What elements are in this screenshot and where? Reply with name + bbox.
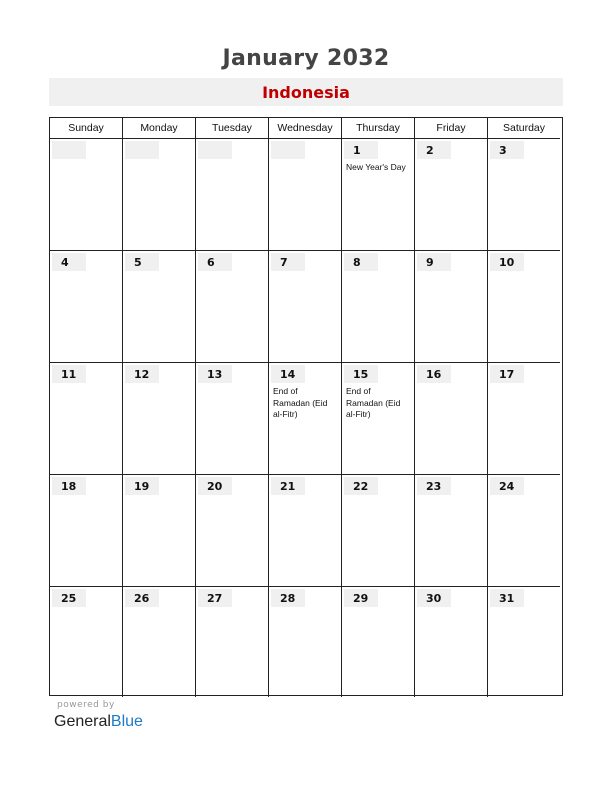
day-cell[interactable]	[50, 587, 123, 697]
day-number: 10	[490, 253, 524, 271]
day-cell[interactable]	[269, 139, 342, 251]
weekday-header: Friday	[415, 118, 488, 139]
day-cell[interactable]	[269, 363, 342, 475]
page-title: January 2032	[222, 46, 390, 71]
weekday-header: Saturday	[488, 118, 560, 139]
day-cell[interactable]	[196, 139, 269, 251]
day-cell[interactable]	[415, 251, 488, 363]
day-cell[interactable]	[415, 363, 488, 475]
day-cell[interactable]	[196, 363, 269, 475]
day-number: 30	[417, 589, 451, 607]
day-number: 29	[344, 589, 378, 607]
holiday-label: End of Ramadan (Eid al-Fitr)	[346, 386, 401, 419]
weekday-header: Wednesday	[269, 118, 342, 139]
day-number: 22	[344, 477, 378, 495]
holiday-label: End of Ramadan (Eid al-Fitr)	[273, 386, 328, 419]
day-cell[interactable]	[123, 587, 196, 697]
holiday-label: New Year's Day	[346, 162, 406, 172]
day-cell[interactable]	[123, 139, 196, 251]
day-number	[52, 141, 86, 159]
day-number: 31	[490, 589, 524, 607]
day-number: 8	[344, 253, 378, 271]
day-number: 2	[417, 141, 451, 159]
day-cell[interactable]	[50, 363, 123, 475]
day-cell[interactable]	[415, 139, 488, 251]
day-cell[interactable]	[488, 587, 560, 697]
day-cell[interactable]	[342, 587, 415, 697]
day-number: 4	[52, 253, 86, 271]
day-number	[125, 141, 159, 159]
day-number: 19	[125, 477, 159, 495]
day-cell[interactable]	[196, 587, 269, 697]
weekday-header: Tuesday	[196, 118, 269, 139]
day-cell[interactable]	[196, 475, 269, 587]
day-cell[interactable]	[123, 475, 196, 587]
weekday-header: Monday	[123, 118, 196, 139]
day-cell[interactable]	[269, 475, 342, 587]
calendar-grid	[49, 117, 563, 696]
day-number: 20	[198, 477, 232, 495]
day-cell[interactable]	[50, 475, 123, 587]
day-number: 6	[198, 253, 232, 271]
day-cell[interactable]	[488, 251, 560, 363]
day-number: 26	[125, 589, 159, 607]
day-number: 14	[271, 365, 305, 383]
day-cell[interactable]	[342, 251, 415, 363]
day-cell[interactable]	[269, 251, 342, 363]
day-number: 13	[198, 365, 232, 383]
day-number	[198, 141, 232, 159]
day-cell[interactable]	[342, 475, 415, 587]
day-number: 11	[52, 365, 86, 383]
day-number: 24	[490, 477, 524, 495]
day-cell[interactable]	[415, 587, 488, 697]
day-number: 18	[52, 477, 86, 495]
day-number: 28	[271, 589, 305, 607]
day-cell[interactable]	[123, 251, 196, 363]
day-cell[interactable]	[415, 475, 488, 587]
day-number: 7	[271, 253, 305, 271]
powered-by-label: powered by	[57, 700, 115, 710]
day-cell[interactable]	[488, 363, 560, 475]
day-number: 15	[344, 365, 378, 383]
day-cell[interactable]	[196, 251, 269, 363]
country-name: Indonesia	[49, 78, 563, 106]
day-cell[interactable]	[50, 251, 123, 363]
day-cell[interactable]	[342, 363, 415, 475]
brand-general: General	[54, 713, 111, 730]
day-cell[interactable]	[488, 475, 560, 587]
weekday-header: Sunday	[50, 118, 123, 139]
day-number: 3	[490, 141, 524, 159]
day-number	[271, 141, 305, 159]
day-cell[interactable]	[123, 363, 196, 475]
day-cell[interactable]	[488, 139, 560, 251]
day-number: 12	[125, 365, 159, 383]
weekday-header: Thursday	[342, 118, 415, 139]
day-number: 17	[490, 365, 524, 383]
day-number: 9	[417, 253, 451, 271]
day-cell[interactable]	[342, 139, 415, 251]
day-number: 21	[271, 477, 305, 495]
generalblue-logo[interactable]	[54, 713, 143, 731]
day-number: 16	[417, 365, 451, 383]
day-cell[interactable]	[50, 139, 123, 251]
day-number: 5	[125, 253, 159, 271]
day-number: 25	[52, 589, 86, 607]
brand-blue: Blue	[110, 713, 143, 730]
day-number: 23	[417, 477, 451, 495]
day-number: 27	[198, 589, 232, 607]
day-number: 1	[344, 141, 378, 159]
day-cell[interactable]	[269, 587, 342, 697]
